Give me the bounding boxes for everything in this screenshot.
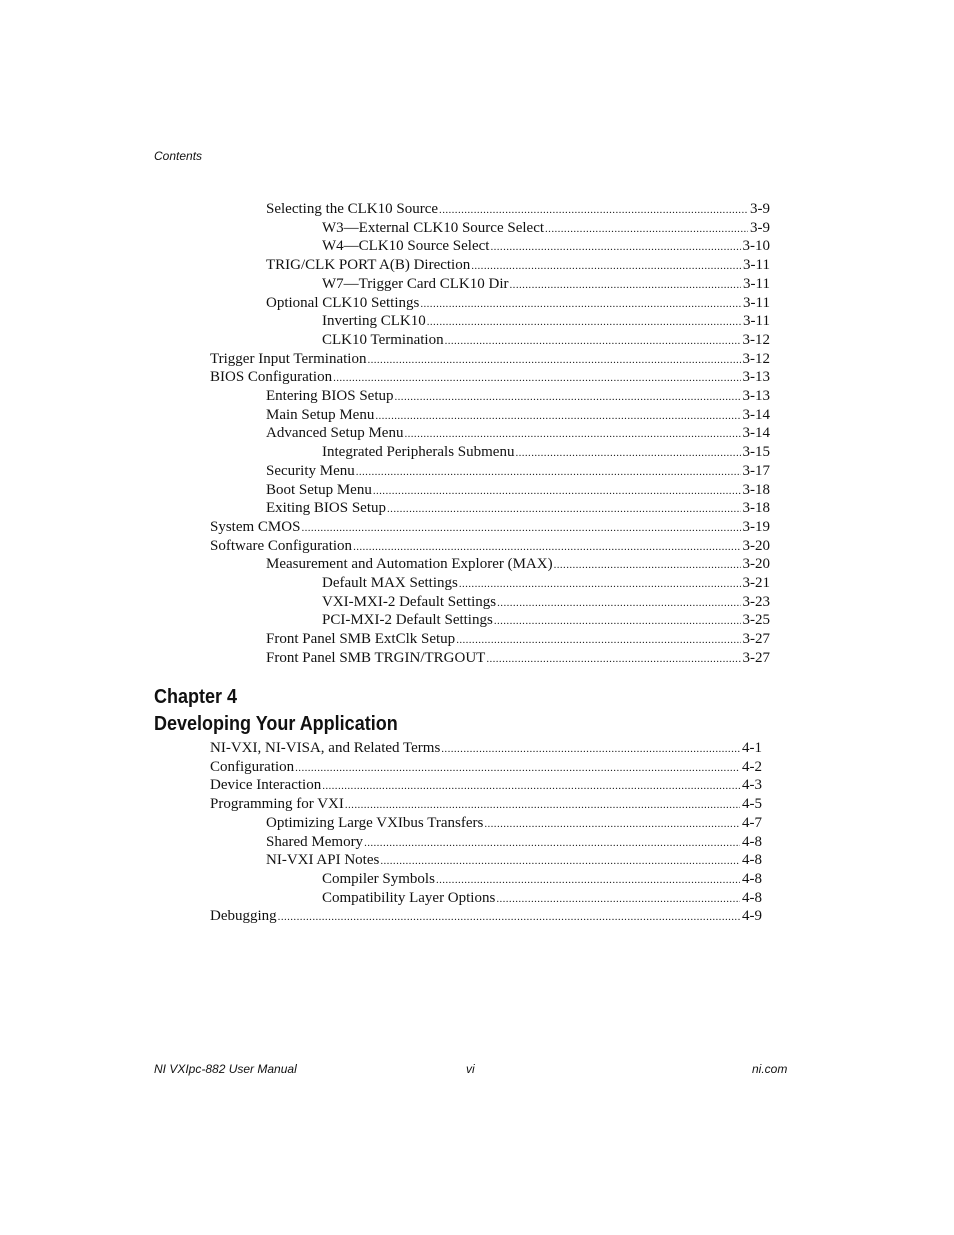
toc-entry-title: CLK10 Termination xyxy=(322,331,444,348)
toc-dot-leader xyxy=(395,388,741,407)
toc-dot-leader xyxy=(345,796,740,815)
footer-page-number: vi xyxy=(466,1062,475,1076)
toc-entry-title: Front Panel SMB ExtClk Setup xyxy=(266,631,456,648)
toc-dot-leader xyxy=(445,332,741,351)
toc-dot-leader xyxy=(494,612,741,631)
toc-dot-leader xyxy=(356,463,741,482)
toc-dot-leader xyxy=(380,852,740,871)
toc-entry[interactable] xyxy=(322,237,770,257)
toc-dot-leader xyxy=(515,444,740,463)
toc-dot-leader xyxy=(387,500,740,519)
toc-entry-title: Programming for VXI xyxy=(210,796,344,813)
toc-dot-leader xyxy=(353,538,740,557)
toc-entry-page: 3-9 xyxy=(750,219,770,236)
toc-entry-title: Shared Memory xyxy=(266,833,364,850)
toc-entry-page: 3-11 xyxy=(743,294,770,311)
toc-dot-leader xyxy=(333,369,740,388)
chapter-label: Chapter 4 xyxy=(154,686,238,708)
running-head: Contents xyxy=(154,149,203,163)
toc-dot-leader xyxy=(439,201,748,220)
toc-entry-title: VXI-MXI-2 Default Settings xyxy=(322,593,497,610)
toc-entry[interactable] xyxy=(210,795,762,815)
toc-entry[interactable] xyxy=(210,758,762,778)
toc-entry-page: 3-19 xyxy=(742,518,770,535)
toc-entry-page: 3-11 xyxy=(743,257,770,274)
toc-entry[interactable] xyxy=(322,275,770,295)
toc-entry[interactable] xyxy=(322,889,762,909)
toc-entry-title: W7—Trigger Card CLK10 Dir xyxy=(322,275,509,292)
toc-entry-title: Default MAX Settings xyxy=(322,575,458,591)
toc-entry-title: Software Configuration xyxy=(210,537,353,554)
toc-entry-page: 4-9 xyxy=(742,908,762,925)
chapter-4-heading xyxy=(154,684,398,738)
toc-entry-page: 4-8 xyxy=(742,870,762,887)
toc-dot-leader xyxy=(497,594,740,613)
toc-entry-title: Integrated Peripherals Submenu xyxy=(322,444,515,461)
toc-entry[interactable] xyxy=(266,200,770,220)
toc-entry-page: 3-18 xyxy=(742,481,770,498)
toc-dot-leader xyxy=(490,238,740,257)
toc-entry-title: BIOS Configuration xyxy=(210,369,333,386)
toc-entry-title: Boot Setup Menu xyxy=(266,481,372,498)
toc-entry[interactable] xyxy=(266,649,770,669)
toc-entry[interactable] xyxy=(322,870,762,890)
toc-entry-title: Main Setup Menu xyxy=(266,406,375,423)
toc-entry-page: 3-14 xyxy=(742,425,770,442)
toc-dot-leader xyxy=(278,908,740,927)
toc-dot-leader xyxy=(295,759,740,778)
toc-dot-leader xyxy=(510,276,742,295)
toc-entry-title: Optional CLK10 Settings xyxy=(266,294,420,311)
toc-entry-title: W3—External CLK10 Source Select xyxy=(322,219,545,236)
toc-dot-leader xyxy=(486,650,740,669)
toc-entry-page: 4-7 xyxy=(742,814,762,831)
toc-entry-page: 3-13 xyxy=(742,369,770,386)
toc-entry-title: PCI-MXI-2 Default Settings xyxy=(322,612,493,629)
toc-entry[interactable] xyxy=(210,350,770,370)
toc-dot-leader xyxy=(375,407,740,426)
toc-entry-page: 4-8 xyxy=(742,852,762,869)
toc-entry[interactable] xyxy=(210,368,770,388)
toc-entry-page: 4-8 xyxy=(742,889,762,906)
toc-dot-leader xyxy=(364,834,740,853)
toc-entry[interactable] xyxy=(210,518,770,538)
toc-entry-page: 3-20 xyxy=(742,537,770,554)
toc-dot-leader xyxy=(459,575,741,594)
chapter-title: Developing Your Application xyxy=(154,713,398,735)
toc-entry[interactable] xyxy=(266,481,770,501)
toc-entry-title: Inverting CLK10 xyxy=(322,313,426,330)
toc-entry[interactable] xyxy=(266,294,770,314)
toc-dot-leader xyxy=(420,295,741,314)
toc-dot-leader xyxy=(301,519,740,538)
toc-entry-page: 4-8 xyxy=(742,833,762,850)
toc-entry-title: Advanced Setup Menu xyxy=(266,425,404,442)
toc-entry-page: 3-25 xyxy=(742,612,770,629)
toc-dot-leader xyxy=(373,482,741,501)
toc-entry-page: 3-18 xyxy=(742,500,770,517)
toc-entry-title: NI-VXI, NI-VISA, and Related Terms xyxy=(210,740,441,756)
toc-entry-title: Debugging xyxy=(210,908,277,925)
toc-entry[interactable] xyxy=(266,256,770,276)
toc-entry-page: 4-5 xyxy=(742,796,762,813)
toc-dot-leader xyxy=(367,351,740,370)
toc-entry-page: 4-3 xyxy=(742,777,762,794)
toc-entry-title: Measurement and Automation Explorer (MAX) xyxy=(266,556,553,573)
toc-entry-title: TRIG/CLK PORT A(B) Direction xyxy=(266,257,471,274)
toc-entry-title: Device Interaction xyxy=(210,777,322,794)
toc-dot-leader xyxy=(554,556,741,575)
toc-entry[interactable] xyxy=(210,776,762,796)
toc-entry-title: Front Panel SMB TRGIN/TRGOUT xyxy=(266,649,486,666)
toc-entry[interactable] xyxy=(322,312,770,332)
footer-website: ni.com xyxy=(752,1062,788,1076)
toc-dot-leader xyxy=(471,257,741,276)
toc-entry[interactable] xyxy=(266,555,770,575)
toc-dot-leader xyxy=(322,777,740,796)
toc-entry-title: Selecting the CLK10 Source xyxy=(266,201,439,217)
toc-entry-title: Security Menu xyxy=(266,462,355,479)
toc-entry-title: Compatibility Layer Options xyxy=(322,889,496,906)
toc-entry[interactable] xyxy=(266,630,770,650)
toc-dot-leader xyxy=(436,871,740,890)
toc-entry-page: 3-27 xyxy=(742,649,770,666)
toc-entry[interactable] xyxy=(266,387,770,407)
toc-entry-page: 3-21 xyxy=(742,575,770,591)
toc-entry-page: 4-2 xyxy=(742,758,762,775)
toc-entry-page: 3-9 xyxy=(750,201,770,217)
toc-entry-title: Configuration xyxy=(210,758,295,775)
toc-entry[interactable] xyxy=(322,331,770,351)
toc-entry[interactable] xyxy=(266,499,770,519)
toc-entry[interactable] xyxy=(266,833,762,853)
toc-entry[interactable] xyxy=(210,537,770,557)
toc-dot-leader xyxy=(456,631,740,650)
toc-entry[interactable] xyxy=(322,611,770,631)
toc-entry[interactable] xyxy=(322,593,770,613)
toc-entry-title: Optimizing Large VXIbus Transfers xyxy=(266,814,484,831)
toc-dot-leader xyxy=(441,740,740,759)
toc-entry-page: 3-20 xyxy=(742,556,770,573)
toc-entry-page: 3-27 xyxy=(742,631,770,648)
toc-entry-page: 3-23 xyxy=(742,593,770,610)
toc-entry-page: 3-17 xyxy=(742,462,770,479)
toc-entry-page: 3-14 xyxy=(742,406,770,423)
toc-entry-title: Entering BIOS Setup xyxy=(266,388,394,404)
toc-entry-title: Exiting BIOS Setup xyxy=(266,500,387,517)
footer-manual-title: NI VXIpc-882 User Manual xyxy=(154,1062,297,1076)
toc-entry-page: 3-12 xyxy=(742,350,770,367)
toc-entry[interactable] xyxy=(322,574,770,594)
toc-entry-page: 3-15 xyxy=(742,444,770,461)
toc-entry-page: 3-13 xyxy=(742,388,770,404)
toc-entry[interactable] xyxy=(322,219,770,239)
toc-entry-page: 3-11 xyxy=(743,313,770,330)
toc-entry-page: 4-1 xyxy=(742,740,762,756)
toc-entry-title: System CMOS xyxy=(210,518,301,535)
toc-entry[interactable] xyxy=(266,814,762,834)
toc-entry[interactable] xyxy=(266,406,770,426)
toc-dot-leader xyxy=(484,815,740,834)
toc-entry-page: 3-12 xyxy=(742,331,770,348)
toc-dot-leader xyxy=(545,220,748,239)
toc-entry-title: W4—CLK10 Source Select xyxy=(322,238,490,255)
toc-dot-leader xyxy=(496,890,740,909)
toc-entry[interactable] xyxy=(266,462,770,482)
toc-entry[interactable] xyxy=(322,443,770,463)
toc-entry-title: NI-VXI API Notes xyxy=(266,852,380,869)
toc-entry-title: Trigger Input Termination xyxy=(210,350,367,367)
toc-entry-page: 3-11 xyxy=(743,275,770,292)
toc-dot-leader xyxy=(427,313,741,332)
toc-entry[interactable] xyxy=(210,907,762,927)
toc-entry-title: Compiler Symbols xyxy=(322,870,435,887)
toc-entry-page: 3-10 xyxy=(742,238,770,255)
toc-entry[interactable] xyxy=(266,424,770,444)
toc-dot-leader xyxy=(404,425,740,444)
toc-entry[interactable] xyxy=(210,739,762,759)
toc-entry[interactable] xyxy=(266,851,762,871)
